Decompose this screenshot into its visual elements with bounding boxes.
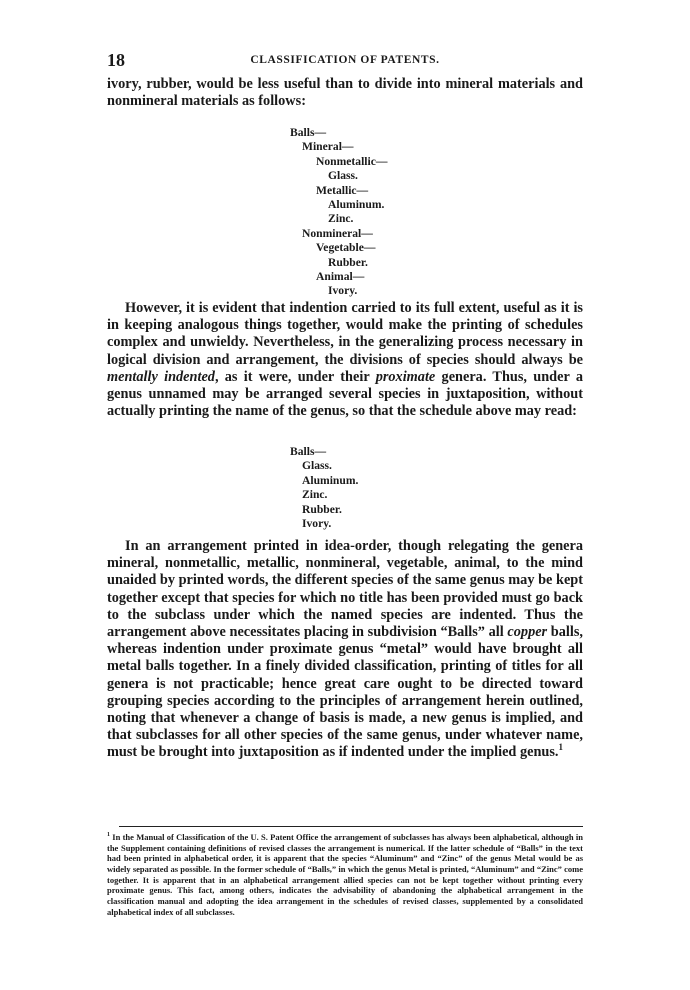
paragraph-3-text: In an arrangement printed in idea-order, though relegating the genera mineral, nonmetallic, metallic, nonmineral, vegetable, animal, to the mind unaided by printed words, the different species of the same genus may be kept together except that species for which no title has been provided must go back to the subclass under which the named species are indented. Thus the arrangement above necessitates placing in subdivision “Balls” all — [107, 538, 583, 641]
schedule-1-item: Balls— — [290, 126, 327, 139]
emphasis-proximate: proximate — [375, 368, 436, 385]
schedule-1-item: Rubber. — [328, 255, 368, 269]
footnote-divider — [119, 826, 583, 827]
schedule-2 — [290, 445, 358, 531]
schedule-2-item: Ivory. — [302, 517, 332, 531]
schedule-1-item: Ivory. — [328, 284, 358, 298]
schedule-1-item: Vegetable— — [316, 241, 376, 255]
page-number: 18 — [107, 50, 125, 70]
paragraph-3 — [107, 538, 583, 762]
paragraph-2 — [107, 300, 583, 420]
running-title: CLASSIFICATION OF PATENTS. — [250, 54, 440, 66]
footnote-reference: 1 — [558, 742, 563, 753]
paragraph-2-text: genera. Thus, under a genus unnamed may be arranged several species in juxtaposition, without actually printing the name of the genus, so that the schedule above may read: — [107, 368, 583, 420]
schedule-2-item: Balls— — [290, 445, 327, 458]
footnote — [107, 830, 583, 917]
footnote-text: In the Manual of Classification of the U. S. Patent Office the arrangement of subclasses has always been alphabetical, although in the Supplement containing definitions of revised classes the arrangement is numerical. If the latter schedule of “Balls” in the text had been printed in alphabetical order, it is apparent that the species “Aluminum” and “Zinc” of the genus Metal would be as widely separated as possible. In the former schedule of “Balls,” in which the genus Metal is printed, “Aluminum” and “Zinc” come together. It is apparent that in an alphabetical arrangement allied species can not be kept together without printing every proximate genus. This fact, among others, indicates the advisability of abandoning the alphabetical arrangement in the classification manual and adopting the idea arrangement in the schedules of revised classes, supplemented by a consolidated alphabetical index of all subclasses. — [107, 831, 583, 917]
schedule-1-item: Glass. — [328, 169, 358, 183]
schedule-2-item: Glass. — [302, 459, 332, 473]
footnote-marker: 1 — [107, 832, 110, 838]
schedule-2-item: Zinc. — [302, 488, 328, 502]
schedule-1-item: Aluminum. — [328, 198, 385, 212]
page-header — [107, 50, 583, 72]
schedule-1 — [290, 126, 387, 299]
paragraph-2-text: , as it were, under their — [214, 368, 376, 385]
schedule-1-item: Mineral— — [302, 140, 354, 154]
paragraph-3-text: balls, whereas indention under proximate genus “metal” would have brought all metal balls together. In a finely divided classification, printing of titles for all genera is not practicable; hence great care ought to be directed toward grouping species according to the principles of arrangement herein outlined, noting that whenever a change of basis is made, a new genus is implied, and that subclasses for all other species of the same genus, under whatever name, must be brought into juxtaposition as if indented under the implied genus. — [107, 624, 583, 761]
schedule-1-item: Nonmineral— — [302, 226, 373, 240]
schedule-2-item: Rubber. — [302, 502, 342, 516]
schedule-1-item: Animal— — [316, 270, 365, 284]
emphasis-mentally-indented: mentally indented — [107, 368, 215, 385]
schedule-1-item: Nonmetallic— — [316, 154, 388, 168]
schedule-2-item: Aluminum. — [302, 473, 359, 487]
schedule-1-item: Zinc. — [328, 212, 354, 226]
paragraph-2-text: However, it is evident that indention carried to its full extent, useful as it is in keeping analogous things together, would make the printing of schedules complex and unwieldy. Nevertheless, in the generalizing process necessary in logical division and arrangement, the divisions of species should always be — [107, 300, 583, 368]
paragraph-1: ivory, rubber, would be less useful than to divide into mineral materials and nonmineral materials as follows: — [107, 76, 583, 110]
schedule-1-item: Metallic— — [316, 183, 369, 197]
emphasis-copper: copper — [507, 624, 548, 641]
